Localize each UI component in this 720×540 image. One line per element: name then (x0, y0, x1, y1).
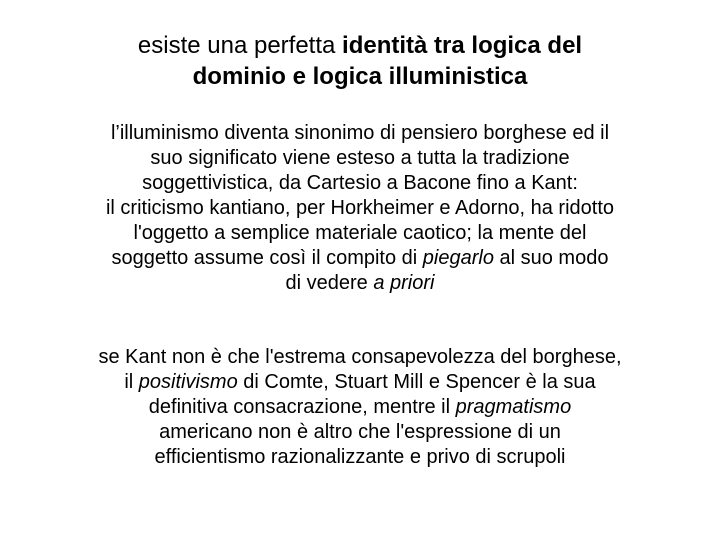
paragraph-line: l’illuminismo diventa sinonimo di pensiero borghese ed il (110, 122, 610, 144)
title-bold-line-1: identità tra logica del (342, 32, 583, 59)
paragraph-line: se Kant non è che l'estrema consapevolezza del borghese, (98, 346, 622, 368)
emphasis-pragmatismo: pragmatismo (455, 396, 572, 418)
paragraph-line (20, 395, 700, 420)
line-text: di vedere (285, 272, 374, 294)
paragraph-line (20, 246, 700, 271)
paragraph-line: suo significato viene esteso a tutta la tradizione (150, 147, 570, 169)
line-text: il (124, 371, 139, 393)
line-text: definitiva consacrazione, mentre il (148, 396, 456, 418)
line-text: soggetto assume così il compito di (111, 247, 423, 269)
paragraph-line: efficientismo razionalizzante e privo di scrupoli (154, 446, 566, 468)
slide-title (60, 30, 660, 92)
paragraph-line (20, 271, 700, 296)
paragraph-line (20, 370, 700, 395)
line-text: di Comte, Stuart Mill e Spencer è la sua (237, 371, 596, 393)
paragraph-illuminismo (20, 121, 700, 296)
emphasis-positivismo: positivismo (138, 371, 238, 393)
title-bold-line-2: dominio e logica illuministica (192, 63, 528, 90)
paragraph-positivismo (20, 345, 700, 470)
emphasis-a-priori: a priori (373, 272, 435, 294)
line-text: al suo modo (493, 247, 609, 269)
paragraph-line: il criticismo kantiano, per Horkheimer e Adorno, ha ridotto (105, 197, 614, 219)
paragraph-line: l'oggetto a semplice materiale caotico; la mente del (133, 222, 587, 244)
paragraph-line: americano non è altro che l'espressione di un (159, 421, 561, 443)
paragraph-line: soggettivistica, da Cartesio a Bacone fino a Kant: (142, 172, 578, 194)
title-prefix: esiste una perfetta (137, 32, 343, 59)
emphasis-piegarlo: piegarlo (422, 247, 494, 269)
